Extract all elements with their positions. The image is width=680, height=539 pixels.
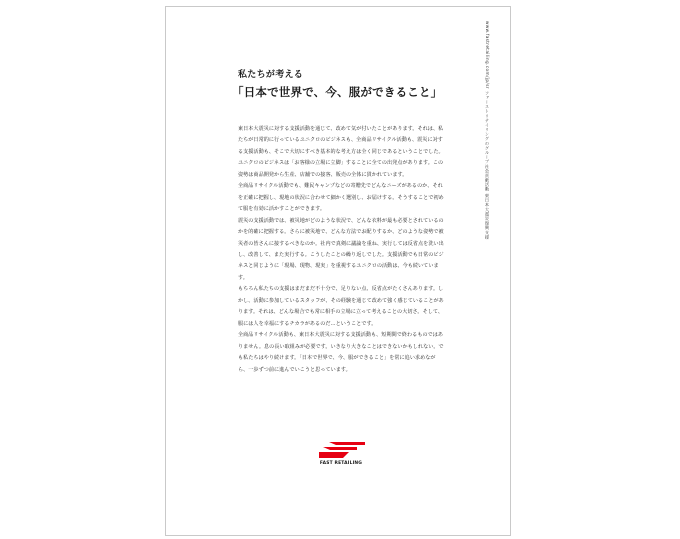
fast-retailing-logo-icon	[315, 441, 367, 459]
newspaper-ad-page	[165, 6, 511, 536]
body-paragraph: 全商品リサイクル活動でも、難民キャンプなどの寄贈先でどんなニーズがあるのか、それを正確に把握し、現地の状況に合わせて細かく選別し、お届けする。そうすることで初めて服を有効に活かすことができます。	[238, 183, 444, 213]
ad-headline: 「日本で世界で、今、服ができること」	[232, 85, 443, 99]
body-paragraph: もちろん私たちの支援はまだまだ不十分で、足りない点、反省点がたくさんあります。しかし、活動に参加しているスタッフが、その経験を通じて改めて強く感じていることがあります。それは、どんな場合でも常に相手の立場に立って考えることの大切さ。そして、服には人を幸福にするチカラがあるのだ…ということです。	[238, 286, 444, 327]
ad-body	[238, 124, 444, 376]
body-paragraph: 全商品リサイクル活動も、東日本大震災に対する支援活動も、短期間で終わるものではありません。息の長い取組みが必要です。いきなり大きなことはできないかもしれない。でも私たちはやり続けます。「日本で世界で、今、服ができること」を常に追い求めながら、一歩ずつ前に進んでいこうと思っています。	[238, 332, 444, 373]
vertical-caption: www.fastretailing.com/jp/sr ファーストリテイリングのグループ社会貢献活動 東日本大震災復興支援	[485, 21, 490, 240]
body-paragraph: 東日本大震災に対する支援活動を通じて、改めて気が付いたことがあります。それは、私たちが日常的に行っているユニクロのビジネスも、全商品リサイクル活動も、震災に対する支援活動も、そこで大切にすべき基本的な考え方は全く同じであるということでした。	[238, 126, 444, 155]
body-paragraph: ユニクロのビジネスは「お客様の立場に立脚」することに全ての出発点があります。この姿勢は商品開発から生産、店舗での接客、販売の全体に貫かれています。	[238, 160, 444, 178]
ad-subtitle: 私たちが考える	[238, 70, 304, 80]
body-paragraph: 震災の支援活動では、被災地がどのような状況で、どんな衣料が最も必要とされているのかを的確に把握する。さらに被災地で、どんな方法でお配りするか、どのような姿勢で被災者の皆さんに接するべきなのか。社内で真剣に議論を重ね、実行しては反省点を洗い出し、改善して、また実行する。こうしたことの繰り返しでした。支援活動でも日常のビジネスと同じように「現場、現物、現実」を重視するユニクロの活動は、今も続いています。	[238, 217, 444, 281]
logo-wordmark: FAST RETAILING	[319, 461, 363, 466]
fast-retailing-logo	[315, 441, 367, 469]
